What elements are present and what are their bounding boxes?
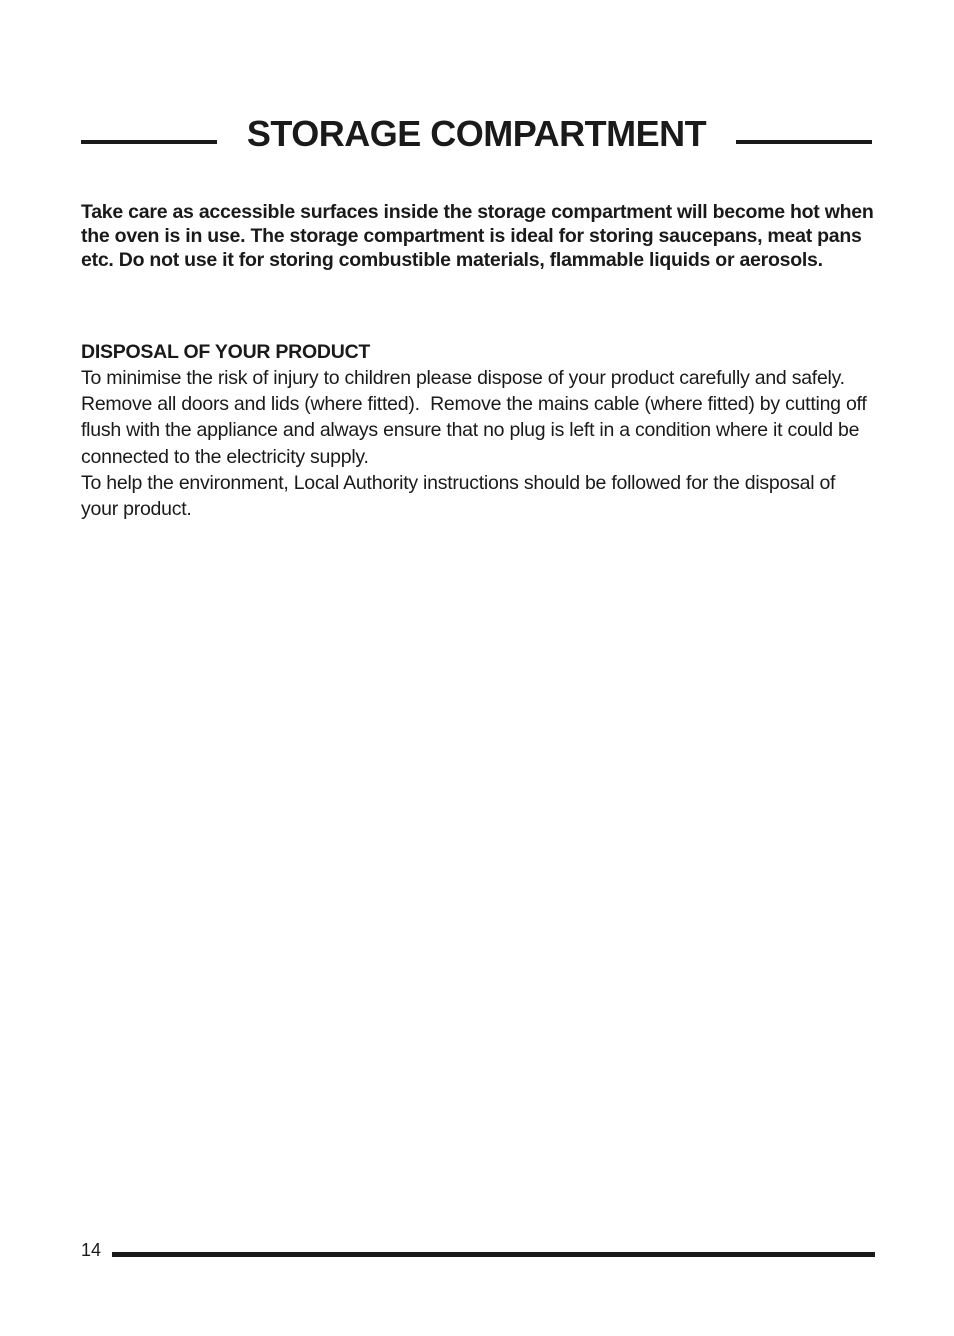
disposal-paragraph-2: To help the environment, Local Authority instructions should be followed for the disposal of your product. (81, 471, 836, 521)
page-number: 14 (81, 1240, 102, 1260)
page-title: STORAGE COMPARTMENT (246, 113, 707, 154)
page-header (81, 110, 872, 160)
warning-paragraph: Take care as accessible surfaces inside the storage compartment will become hot when the oven is in use. The storage compartment is ideal for storing saucepans, meat pans etc. Do not use it for storing combustible materials, flammable liquids or aerosols. (81, 201, 874, 271)
page-footer (81, 1238, 875, 1262)
title-rule-left (81, 140, 217, 144)
disposal-heading: DISPOSAL OF YOUR PRODUCT (81, 341, 371, 363)
footer-rule (112, 1252, 875, 1257)
title-rule-right (736, 140, 872, 144)
disposal-paragraph-1: To minimise the risk of injury to children please dispose of your product carefully and safely. Remove all doors and lids (where fitted). Remove the mains cable (where fitted) by cutting off flush with the appliance and always ensure that no plug is left in a condition where it could be connected to the electricity supply. (81, 367, 872, 468)
disposal-body (81, 365, 876, 522)
